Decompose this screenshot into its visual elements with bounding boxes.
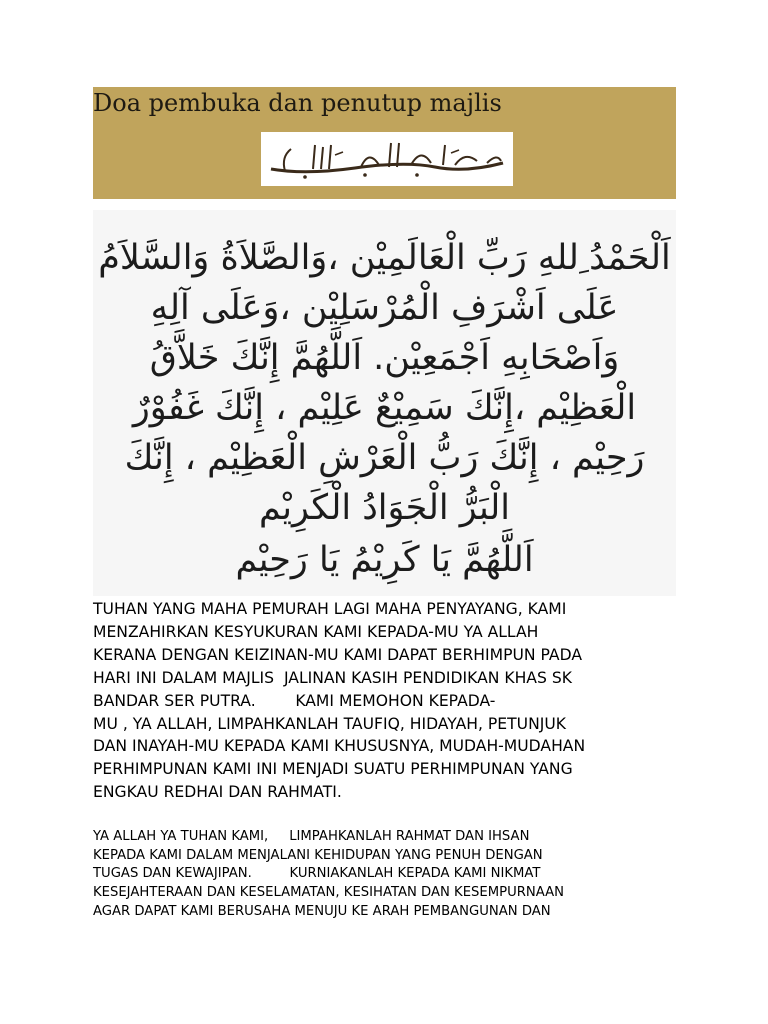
malay-paragraph-1 bbox=[93, 598, 683, 804]
arabic-line: اَللَّهُمَّ يَا كَرِيْمُ يَا رَحِيْم bbox=[235, 540, 534, 580]
paragraph-line: AGAR DAPAT KAMI BERUSAHA MENUJU KE ARAH PEMBANGUNAN DAN bbox=[93, 903, 551, 919]
paragraph-line: PERHIMPUNAN KAMI INI MENJADI SUATU PERHIMPUNAN YANG bbox=[93, 760, 573, 779]
bismillah-calligraphy-svg bbox=[265, 135, 509, 183]
paragraph-line: HARI INI DALAM MAJLIS JALINAN KASIH PENDIDIKAN KHAS SK bbox=[93, 668, 572, 687]
paragraph-line: MENZAHIRKAN KESYUKURAN KAMI KEPADA-MU YA ALLAH bbox=[93, 622, 539, 641]
arabic-line: اَلْحَمْدُ ِللهِ رَبِّ الْعَالَمِيْن ،وَالصَّلاَةُ وَالسَّلاَمُ bbox=[98, 238, 671, 278]
arabic-line: الْبَرُّ الْجَوَادُ الْكَرِيْم bbox=[259, 488, 510, 528]
bismillah-calligraphy-icon bbox=[261, 132, 513, 186]
malay-paragraph-2 bbox=[93, 828, 683, 922]
paragraph-line: YA ALLAH YA TUHAN KAMI, LIMPAHKANLAH RAHMAT DAN IHSAN bbox=[93, 829, 530, 844]
paragraph-line: DAN INAYAH-MU KEPADA KAMI KHUSUSNYA, MUDAH-MUDAHAN bbox=[93, 737, 586, 756]
paragraph-line: BANDAR SER PUTRA. KAMI MEMOHON KEPADA- bbox=[93, 691, 496, 710]
document-title: Doa pembuka dan penutup majlis bbox=[93, 89, 502, 117]
arabic-line: عَلَى اَشْرَفِ الْمُرْسَلِيْن ،وَعَلَى آلِهِ bbox=[150, 288, 619, 328]
paragraph-line: KESEJAHTERAAN DAN KESELAMATAN, KESIHATAN DAN KESEMPURNAAN bbox=[93, 885, 565, 901]
paragraph-line: TUGAS DAN KEWAJIPAN. KURNIAKANLAH KEPADA KAMI NIKMAT bbox=[93, 866, 541, 882]
arabic-line: الْعَظِيْم ،إِنَّكَ سَمِيْعٌ عَلِيْم ، إِنَّكَ غَفُوْرٌ bbox=[132, 388, 637, 428]
paragraph-line: KERANA DENGAN KEIZINAN-MU KAMI DAPAT BERHIMPUN PADA bbox=[93, 645, 582, 664]
paragraph-line: TUHAN YANG MAHA PEMURAH LAGI MAHA PENYAYANG, KAMI bbox=[93, 600, 567, 618]
paragraph-line: MU , YA ALLAH, LIMPAHKANLAH TAUFIQ, HIDAYAH, PETUNJUK bbox=[93, 714, 566, 733]
header-band bbox=[93, 87, 676, 199]
arabic-prayer-block bbox=[93, 210, 676, 596]
paragraph-line: ENGKAU REDHAI DAN RAHMATI. bbox=[93, 783, 342, 802]
paragraph-line: KEPADA KAMI DALAM MENJALANI KEHIDUPAN YANG PENUH DENGAN bbox=[93, 847, 543, 863]
arabic-line: وَاَصْحَابِهِ اَجْمَعِيْن. اَللَّهُمَّ إِنَّكَ خَلاَّقُ bbox=[149, 338, 620, 378]
arabic-line: رَحِيْم ، إِنَّكَ رَبُّ الْعَرْشِ الْعَظِيْم ، إِنَّكَ bbox=[124, 438, 645, 478]
